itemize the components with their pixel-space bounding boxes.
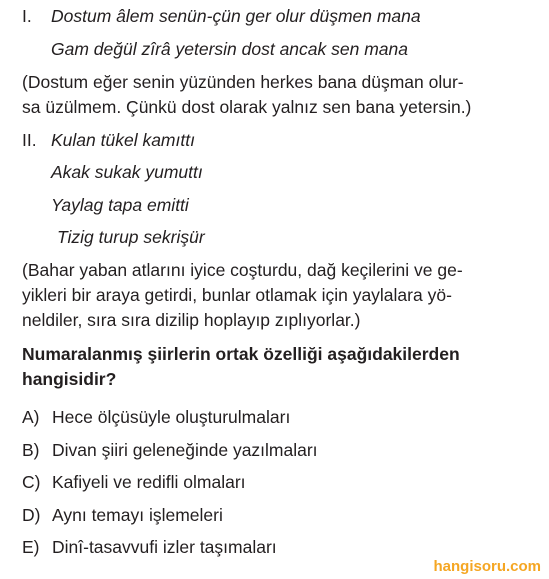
option-d-letter: D) [22,505,41,525]
poem2-line-3: Yaylag tapa emitti [51,195,189,215]
poem2-translation-2: yikleri bir araya getirdi, bunlar otlamak için yaylalara yö- [22,285,452,305]
question-line-2: hangisidir? [22,369,117,389]
poem2-line-4: Tizig turup sekrişür [57,227,205,247]
option-b-letter: B) [22,440,40,460]
option-a-letter: A) [22,407,40,427]
watermark: hangisoru.com [433,558,541,575]
option-e-text: Dinî-tasavvufi izler taşımaları [52,537,277,557]
poem2-translation-3: neldiler, sıra sıra dizilip hoplayıp zıplıyorlar.) [22,310,361,330]
poem1-number: I. [22,6,32,26]
question-line-1: Numaralanmış şiirlerin ortak özelliği aşağıdakilerden [22,344,460,364]
option-b[interactable] [22,439,318,461]
option-c-letter: C) [22,472,41,492]
option-e[interactable] [22,536,277,558]
option-a[interactable] [22,406,290,428]
option-c-text: Kafiyeli ve redifli olmaları [52,472,246,492]
poem1-line-1: Dostum âlem senün-çün ger olur düşmen mana [51,6,421,26]
poem2-line-1: Kulan tükel kamıttı [51,130,195,150]
option-c[interactable] [22,471,246,493]
option-d[interactable] [22,504,223,526]
poem1-translation-2: sa üzülmem. Çünkü dost olarak yalnız sen bana yetersin.) [22,97,472,117]
poem2-number: II. [22,130,37,150]
poem2-translation-1: (Bahar yaban atlarını iyice coşturdu, dağ keçilerini ve ge- [22,260,463,280]
option-b-text: Divan şiiri geleneğinde yazılmaları [52,440,318,460]
option-e-letter: E) [22,537,40,557]
option-d-text: Aynı temayı işlemeleri [52,505,223,525]
poem2-line-2: Akak sukak yumuttı [51,162,203,182]
poem1-line-2: Gam değül zîrâ yetersin dost ancak sen mana [51,39,408,59]
poem1-translation-1: (Dostum eğer senin yüzünden herkes bana düşman olur- [22,72,464,92]
option-a-text: Hece ölçüsüyle oluşturulmaları [52,407,291,427]
